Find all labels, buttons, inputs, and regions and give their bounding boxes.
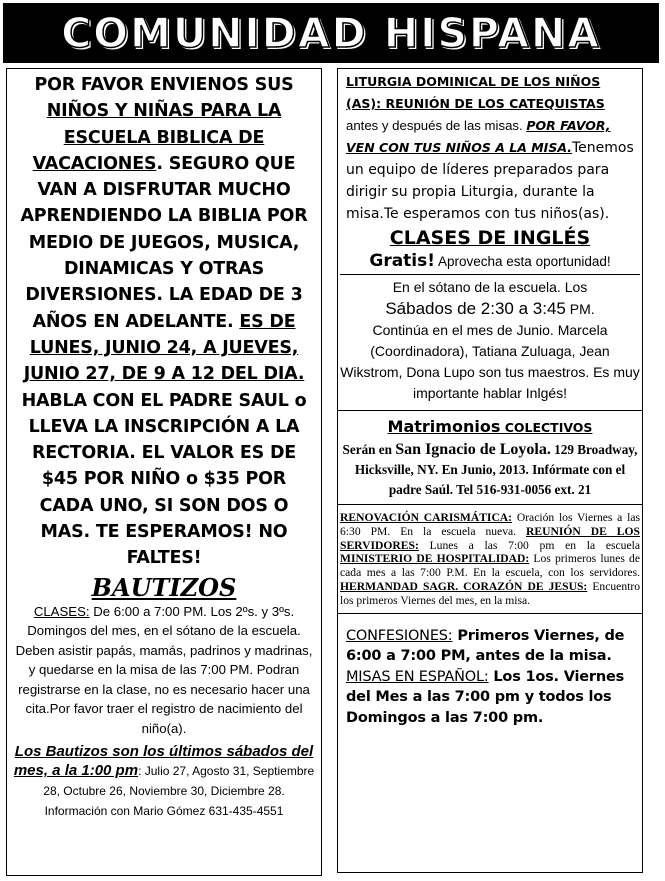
vbe-line: HABLA CON EL PADRE SAUL o — [21, 390, 307, 411]
bautizos-heading: BAUTIZOS — [91, 572, 237, 602]
ingles-sabados: Sábados de 2:30 a 3:45 — [385, 299, 566, 318]
ingles-gratis-line — [340, 249, 640, 275]
hermandad-text: Encuentro los primeros Viernes del mes, en la misa. — [340, 579, 640, 607]
vbe-dates-start: ES DE — [239, 311, 296, 332]
vbe-line: POR FAVOR ENVIENOS SUS — [34, 75, 294, 95]
vbe-line: FALTES! — [126, 548, 202, 569]
vbe-line: APRENDIENDO LA BIBLIA POR — [20, 206, 308, 227]
renovacion-text: Oración los Viernes a las 6:30 PM. En la escuela nueva. — [340, 511, 640, 538]
vbe-line: ESCUELA BIBLICA DE — [63, 127, 265, 148]
hospitalidad-label: MINISTERIO DE HOSPITALIDAD: — [340, 552, 530, 566]
ingles-gratis: Gratis! — [369, 251, 435, 271]
bautizos-dates — [7, 738, 321, 821]
misas-text: Los 1os. Viernes del Mes a las 7:00 pm y todos los Domingos a las 7:00 pm. — [346, 668, 625, 726]
matrimonios-colectivos: COLECTIVOS — [500, 420, 593, 435]
matrimonios-heading — [338, 410, 642, 440]
bautizos-dates-text: : Julio 27, Agosto 31, Septiembre 28, Octubre 26, Noviembre 30, Diciembre 28. Información con Mario Gómez 631-435-4551 — [43, 764, 315, 819]
matrimonios-body — [338, 440, 642, 505]
confesiones-misas — [338, 614, 642, 729]
vbe-line: DIVERSIONES. LA EDAD DE 3 — [25, 285, 303, 306]
matrimonios-seran: Serán en — [342, 442, 396, 457]
vbe-line — [13, 151, 315, 177]
vbe-line: VAN A DISFRUTAR MUCHO — [37, 180, 291, 201]
confesiones-text: Primeros Viernes, de 6:00 a 7:00 PM, antes de la misa. — [346, 627, 625, 665]
vbe-line: RECTORIA. EL VALOR ES DE — [31, 443, 297, 464]
vbe-dates: LUNES, JUNIO 24, A JUEVES, — [29, 337, 299, 358]
vbe-line: LLEVA LA INSCRIPCIÓN A LA — [28, 416, 300, 437]
liturgia-text: antes y después de las misas. — [346, 118, 527, 133]
liturgia-text-2: Tenemos un equipo de líderes preparados para dirigir su propia Liturgia, durante la misa.Te esperamos con tus niños(as). — [346, 140, 634, 222]
ingles-line: En el sótano de la escuela. Los — [392, 279, 588, 295]
ingles-heading: CLASES DE INGLÉS — [389, 227, 591, 249]
header-banner — [3, 3, 659, 63]
renovacion-label: RENOVACIÓN CARISMÁTICA: — [340, 511, 513, 524]
ingles-pm: PM. — [565, 301, 595, 317]
liturgia-invite: POR FAVOR, VEN CON TUS NIÑOS A LA MISA. — [346, 118, 611, 155]
misas-label: MISAS EN ESPAÑOL: — [346, 668, 489, 685]
matrimonios-details: 129 Broadway, Hicksville, NY. En Junio, 2013. Infórmate con el padre Saúl. Tel 516-931-0056 ext. 21 — [354, 442, 638, 497]
ingles-schedule — [338, 298, 642, 320]
vbe-vacaciones: VACACIONES — [32, 153, 157, 174]
vbe-age: AÑOS EN ADELANTE. — [32, 311, 240, 332]
bautizos-body-text: De 6:00 a 7:00 PM. Los 2ºs. y 3ºs. Domingos del mes, en el sótano de la escuela. Deben asistir papás, mamás, padrinos y madrinas, y quedarse en la misa de las 7:00 PM. Podran registrarse en la clase, no es necesario hacer una cita.Por favor traer el registro de nacimiento del niño(a). — [15, 603, 313, 736]
servidores-text: Lunes a las 7:00 pm en la escuela — [418, 538, 640, 552]
page-title: COMUNIDAD HISPANA — [61, 9, 601, 57]
bautizos-body — [7, 602, 321, 739]
bautizos-clases-label: CLASES: — [33, 603, 90, 619]
vbe-dates: JUNIO 27, DE 9 A 12 DEL DIA. — [23, 364, 305, 385]
vbe-line: MEDIO DE JUEGOS, MUSICA, — [28, 232, 300, 253]
ingles-body — [338, 275, 642, 404]
matrimonios-place: San Ignacio de Loyola. — [395, 441, 551, 458]
liturgia-section — [338, 69, 642, 225]
vacation-bible-school-notice — [7, 69, 321, 572]
servidores-label: REUNIÓN DE LOS SERVIDORES: — [340, 524, 640, 552]
confesiones-label: CONFESIONES: — [346, 627, 453, 644]
hospitalidad-text: Los primeros lunes de cada mes a las 7:00 P.M. En la escuela, con los servidores. — [340, 552, 640, 580]
left-column — [6, 68, 322, 876]
vbe-line: CADA UNO, SI SON DOS O — [39, 495, 289, 516]
ingles-rest: Continúa en el mes de Junio. Marcela (Coordinadora), Tatiana Zuluaga, Jean Wikstrom, Dona Lupo son tus maestros. Es muy importante hablar Inlgés! — [340, 322, 640, 401]
ingles-oportunidad: Aprovecha esta oportunidad! — [435, 254, 611, 269]
vbe-line — [13, 309, 315, 335]
vbe-line: NIÑOS Y NIÑAS PARA LA — [46, 101, 282, 122]
matrimonios-title: Matrimonios — [387, 417, 501, 436]
ministerios-section — [338, 505, 642, 614]
liturgia-heading: LITURGIA DOMINICAL DE LOS NIÑOS (AS): REUNIÓN DE LOS CATEQUISTAS — [346, 74, 605, 111]
bautizos-dates-heading: Los Bautizos son los últimos sábados del mes, a la 1:00 pm — [13, 743, 314, 780]
vbe-line: DINAMICAS Y OTRAS — [63, 259, 265, 280]
vbe-line: $45 POR NIÑO o $35 POR — [41, 469, 287, 490]
vbe-line: MAS. TE ESPERAMOS! NO — [40, 522, 288, 543]
vbe-line-rest: . SEGURO QUE — [156, 153, 296, 174]
hermandad-label: HERMANDAD SAGR. CORAZÓN DE JESUS: — [340, 579, 588, 593]
right-column — [337, 68, 643, 873]
